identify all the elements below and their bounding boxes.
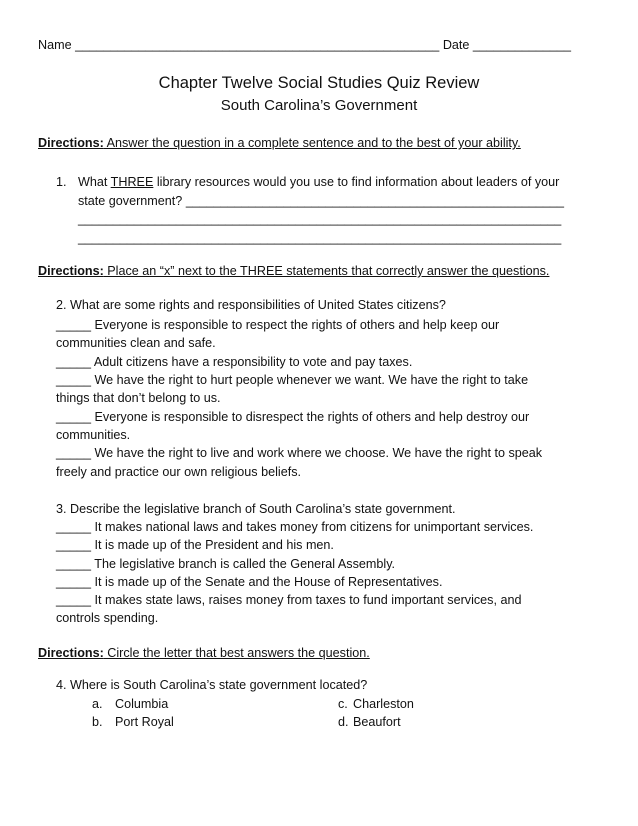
q3-line: _____ It is made up of the Senate and the House of Representatives. — [56, 575, 443, 589]
q1-emphasis: THREE — [110, 175, 154, 189]
directions-1 — [38, 136, 521, 150]
q4-choice-b-letter: b. — [92, 715, 103, 729]
q2-line: _____ Everyone is responsible to respect the rights of others and help keep our — [56, 318, 500, 332]
q1-line-2: state government? ______________________________________________________ — [78, 194, 565, 208]
page-subtitle: South Carolina’s Government — [220, 97, 418, 114]
directions-1-label: Directions: — [38, 136, 104, 150]
name-blank: ____________________________________________________ — [75, 38, 440, 52]
q4-question: 4. Where is South Carolina’s state government located? — [56, 678, 368, 692]
q3-line: _____ It makes state laws, raises money from taxes to fund important services, and — [56, 593, 522, 607]
q4-choice-d-letter: d. — [338, 715, 349, 729]
q2-line: communities. — [56, 428, 131, 442]
q3-line: _____ The legislative branch is called the General Assembly. — [56, 557, 396, 571]
name-field — [38, 38, 571, 52]
directions-2-label: Directions: — [38, 264, 104, 278]
name-label: Name — [38, 38, 72, 52]
q1-answer-blank-3: _____________________________________________________________________ — [78, 231, 562, 245]
date-blank: ______________ — [472, 38, 571, 52]
q2-line: freely and practice our own religious beliefs. — [56, 465, 302, 479]
q1-number: 1. — [56, 175, 67, 189]
q1-line-1: What THREE library resources would you use to find information about leaders of your — [78, 175, 560, 189]
directions-2 — [38, 264, 549, 278]
q3-line: controls spending. — [56, 611, 159, 625]
directions-1-text: Answer the question in a complete sentence and to the best of your ability. — [103, 136, 521, 150]
q3-line: _____ It is made up of the President and his men. — [56, 538, 334, 552]
directions-3 — [38, 646, 370, 660]
q2-question: 2. What are some rights and responsibilities of United States citizens? — [56, 298, 446, 312]
q2-line: _____ We have the right to live and work where we choose. We have the right to speak — [56, 446, 543, 460]
q4-choice-a-letter: a. — [92, 697, 103, 711]
q2-line: _____ Adult citizens have a responsibility to vote and pay taxes. — [56, 355, 413, 369]
q4-choice-a-text: Columbia — [115, 697, 169, 711]
page-title: Chapter Twelve Social Studies Quiz Review — [158, 74, 480, 92]
q3-question: 3. Describe the legislative branch of South Carolina’s state government. — [56, 502, 456, 516]
date-label: Date — [442, 38, 470, 52]
q4-choice-d-text: Beaufort — [353, 715, 401, 729]
q1-answer-blank-1: ______________________________________________________ — [185, 194, 565, 208]
directions-3-label: Directions: — [38, 646, 104, 660]
q1-answer-blank-2: _____________________________________________________________________ — [78, 212, 562, 226]
q2-line: communities clean and safe. — [56, 336, 216, 350]
q2-line: _____ We have the right to hurt people whenever we want. We have the right to take — [56, 373, 529, 387]
q2-line: _____ Everyone is responsible to disrespect the rights of others and help destroy our — [56, 410, 530, 424]
q3-line: _____ It makes national laws and takes money from citizens for unimportant services. — [56, 520, 534, 534]
q4-choice-c-letter: c. — [338, 697, 348, 711]
directions-3-text: Circle the letter that best answers the question. — [103, 646, 370, 660]
q2-line: things that don’t belong to us. — [56, 391, 221, 405]
q4-choice-b-text: Port Royal — [115, 715, 174, 729]
q4-choice-c-text: Charleston — [353, 697, 414, 711]
directions-2-text: Place an “x” next to the THREE statements that correctly answer the questions. — [103, 264, 550, 278]
